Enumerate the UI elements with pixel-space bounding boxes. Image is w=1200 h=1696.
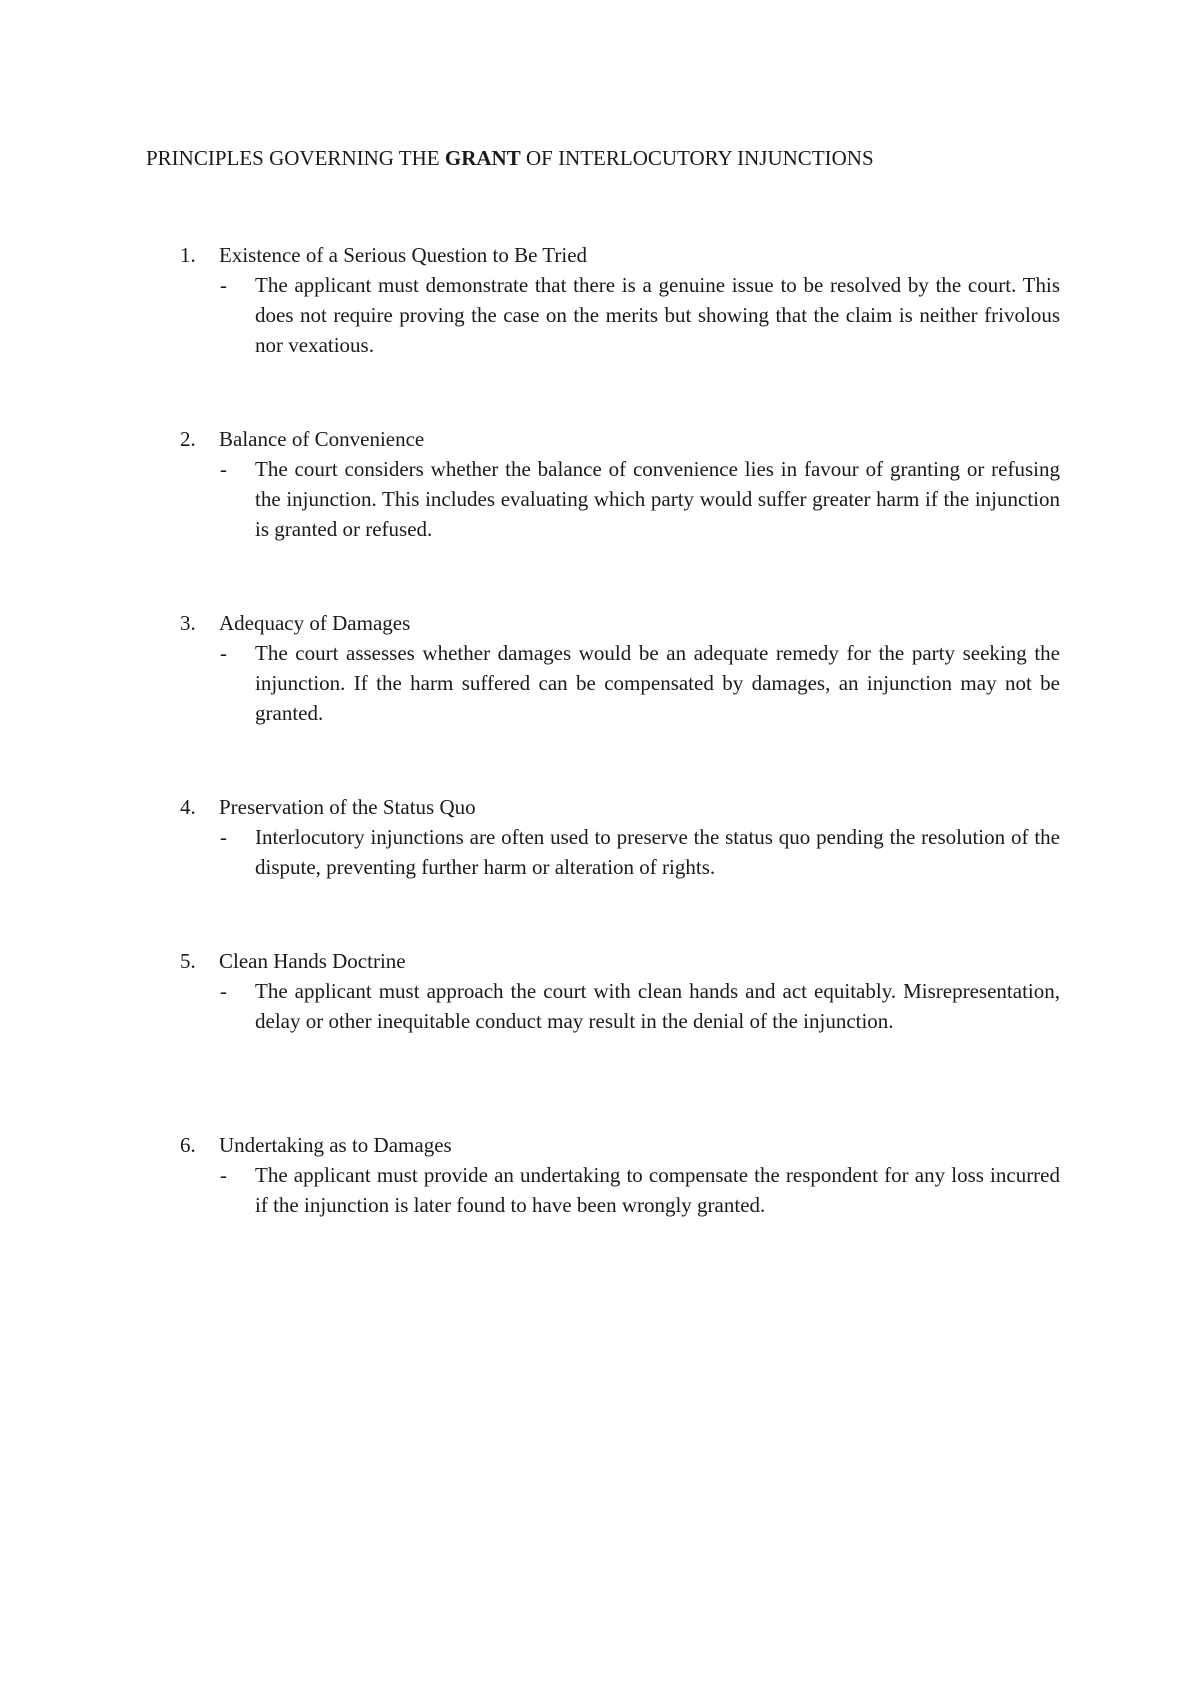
title-bold-word: GRANT (444, 146, 521, 170)
principle-description: The applicant must approach the court with clean hands and act equitably. Misrepresentation, delay or other inequitable conduct may result in the denial of the injunction. (255, 979, 1060, 1033)
principle-description: The applicant must provide an undertaking to compensate the respondent for any loss incurred if the injunction is later found to have been wrongly granted. (255, 1163, 1060, 1217)
principle-heading (180, 424, 1060, 454)
title-suffix: OF INTERLOCUTORY INJUNCTIONS (520, 146, 874, 170)
principle-section (180, 946, 1060, 1036)
principle-heading (180, 946, 1060, 976)
principle-number: 6. (180, 1133, 196, 1157)
principle-body (180, 454, 1060, 544)
principle-heading-text: Preservation of the Status Quo (219, 795, 476, 819)
principle-body (180, 1160, 1060, 1220)
principle-section (180, 1130, 1060, 1220)
bullet-dash: - (220, 457, 227, 481)
principle-heading (180, 792, 1060, 822)
bullet-dash: - (220, 273, 227, 297)
principle-heading-text: Clean Hands Doctrine (219, 949, 406, 973)
principle-heading (180, 608, 1060, 638)
principle-body (180, 270, 1060, 360)
principle-heading-text: Balance of Convenience (219, 427, 425, 451)
principle-body (180, 638, 1060, 728)
bullet-dash: - (220, 1163, 227, 1187)
principle-description: The court considers whether the balance of convenience lies in favour of granting or refusing the injunction. This includes evaluating which party would suffer greater harm if the injunction is granted or refused. (255, 457, 1060, 541)
principle-number: 1. (180, 243, 196, 267)
title-prefix: PRINCIPLES GOVERNING THE (146, 146, 445, 170)
principle-section (180, 240, 1060, 360)
bullet-dash: - (220, 825, 227, 849)
principle-section (180, 608, 1060, 728)
principle-heading (180, 240, 1060, 270)
page-title (146, 146, 874, 171)
principle-section (180, 424, 1060, 544)
principle-description: The applicant must demonstrate that there is a genuine issue to be resolved by the court. This does not require proving the case on the merits but showing that the claim is neither frivolous nor vexatious. (255, 273, 1060, 357)
principle-body (180, 976, 1060, 1036)
principle-section (180, 792, 1060, 882)
principle-number: 3. (180, 611, 196, 635)
principle-heading-text: Existence of a Serious Question to Be Tried (219, 243, 588, 267)
principle-heading-text: Undertaking as to Damages (219, 1133, 452, 1157)
principle-number: 2. (180, 427, 196, 451)
principle-body (180, 822, 1060, 882)
principle-number: 4. (180, 795, 196, 819)
principle-heading-text: Adequacy of Damages (219, 611, 411, 635)
principle-description: The court assesses whether damages would be an adequate remedy for the party seeking the injunction. If the harm suffered can be compensated by damages, an injunction may not be granted. (255, 641, 1060, 725)
bullet-dash: - (220, 641, 227, 665)
bullet-dash: - (220, 979, 227, 1003)
principle-description: Interlocutory injunctions are often used to preserve the status quo pending the resolution of the dispute, preventing further harm or alteration of rights. (255, 825, 1060, 879)
principle-number: 5. (180, 949, 196, 973)
principle-heading (180, 1130, 1060, 1160)
